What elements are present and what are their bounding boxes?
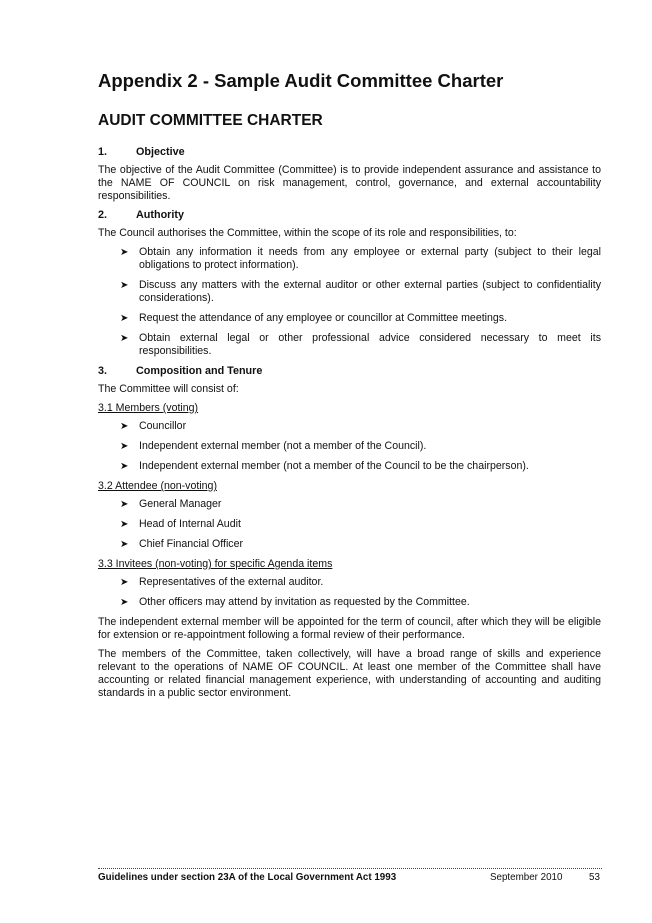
list-item: ➤ Obtain external legal or other professional advice considered necessary to meet its responsibilities. <box>120 332 601 357</box>
invitees-list <box>98 576 601 609</box>
arrowhead-bullet-icon: ➤ <box>120 519 129 530</box>
list-item: ➤ Request the attendance of any employee or councillor at Committee meetings. <box>120 312 508 324</box>
list-item: ➤ Obtain any information it needs from any employee or external party (subject to their legal obligations to protect information). <box>120 246 601 271</box>
section-title: Composition and Tenure <box>136 365 263 377</box>
footer-date: September 2010 <box>490 872 563 883</box>
arrowhead-bullet-icon: ➤ <box>120 421 129 432</box>
authority-intro: The Council authorises the Committee, within the scope of its role and responsibilities, to: <box>98 227 517 239</box>
arrowhead-bullet-icon: ➤ <box>120 577 129 588</box>
arrowhead-bullet-icon: ➤ <box>120 461 129 472</box>
charter-body <box>98 146 601 706</box>
arrowhead-bullet-icon: ➤ <box>120 333 129 344</box>
section-heading-objective <box>98 146 601 159</box>
arrowhead-bullet-icon: ➤ <box>120 247 129 258</box>
list-item: ➤ Other officers may attend by invitation as requested by the Committee. <box>120 596 470 608</box>
composition-intro: The Committee will consist of: <box>98 383 239 395</box>
section-number: 1. <box>98 146 108 158</box>
section-number: 2. <box>98 209 108 221</box>
appendix-title: Appendix 2 - Sample Audit Committee Charter <box>98 70 504 91</box>
list-item: ➤ Discuss any matters with the external auditor or other external parties (subject to confidentiality considerations). <box>120 279 601 304</box>
arrowhead-bullet-icon: ➤ <box>120 313 129 324</box>
arrowhead-bullet-icon: ➤ <box>120 539 129 550</box>
members-list <box>98 420 601 473</box>
arrowhead-bullet-icon: ➤ <box>120 441 129 452</box>
arrowhead-bullet-icon: ➤ <box>120 280 129 291</box>
list-item: ➤ General Manager <box>120 498 222 510</box>
page-number: 53 <box>589 872 600 883</box>
attendee-list <box>98 498 601 551</box>
list-item: ➤ Councillor <box>120 420 187 432</box>
charter-title: AUDIT COMMITTEE CHARTER <box>98 112 323 129</box>
skills-paragraph: The members of the Committee, taken collectively, will have a broad range of skills and experience relevant to the operations of NAME OF COUNCIL. At least one member of the Committee shall have accounting or related financial management experience, with understanding of accounting and auditing standards in a public sector environment. <box>98 648 601 699</box>
attendee-subheading: 3.2 Attendee (non-voting) <box>98 480 217 492</box>
invitees-subheading: 3.3 Invitees (non-voting) for specific Agenda items <box>98 558 333 570</box>
objective-text: The objective of the Audit Committee (Committee) is to provide independent assurance and assistance to the NAME OF COUNCIL on risk management, control, governance, and external accountability responsibilities. <box>98 164 601 202</box>
footer-divider <box>98 868 602 869</box>
list-item: ➤ Independent external member (not a member of the Council). <box>120 440 427 452</box>
tenure-paragraph: The independent external member will be appointed for the term of council, after which they will be eligible for extension or re-appointment following a formal review of their performance. <box>98 616 601 641</box>
section-heading-composition <box>98 365 601 378</box>
section-heading-authority <box>98 209 601 222</box>
arrowhead-bullet-icon: ➤ <box>120 597 129 608</box>
list-item: ➤ Independent external member (not a member of the Council to be the chairperson). <box>120 460 529 472</box>
arrowhead-bullet-icon: ➤ <box>120 499 129 510</box>
footer-document-title: Guidelines under section 23A of the Local Government Act 1993 <box>98 872 397 883</box>
section-title: Objective <box>136 146 185 158</box>
section-title: Authority <box>136 209 184 221</box>
section-number: 3. <box>98 365 108 377</box>
list-item: ➤ Chief Financial Officer <box>120 538 244 550</box>
list-item: ➤ Head of Internal Audit <box>120 518 241 530</box>
list-item: ➤ Representatives of the external auditor. <box>120 576 324 588</box>
authority-list <box>98 246 601 358</box>
members-subheading: 3.1 Members (voting) <box>98 402 199 414</box>
